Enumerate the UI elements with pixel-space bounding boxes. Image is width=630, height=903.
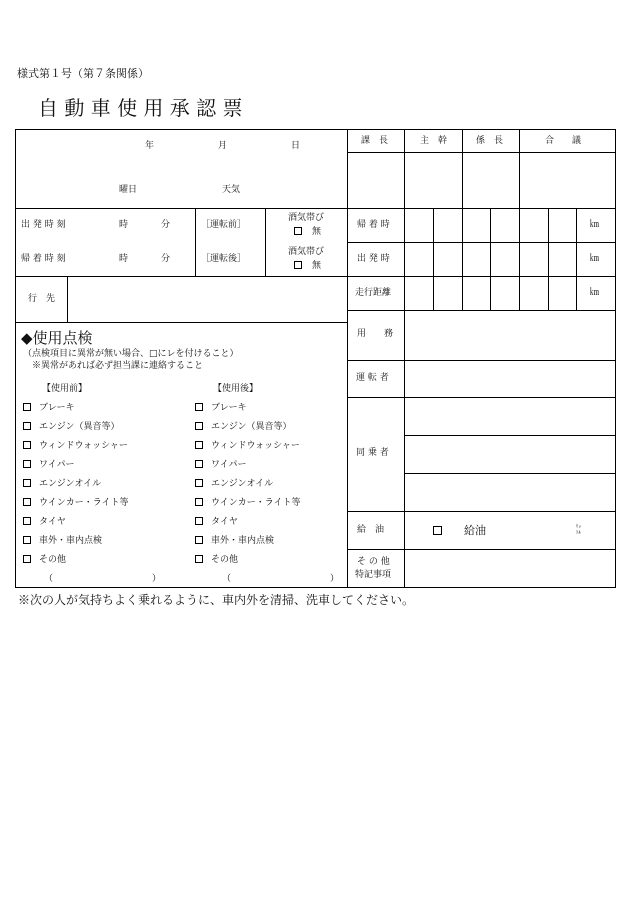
after-use-header: 【使用後】 (213, 384, 259, 394)
checklist-checkbox-before[interactable] (23, 441, 31, 449)
checklist-item-label: ブレーキ (39, 403, 75, 413)
checklist-checkbox-before[interactable] (23, 422, 31, 430)
return-time-label: 帰 着 時 刻 (21, 254, 66, 264)
checklist-checkbox-after[interactable] (195, 498, 203, 506)
checklist-item-label: ウインカー・ライト等 (39, 498, 129, 508)
fuel-label: 給 油 (357, 525, 385, 535)
month-label: 月 (218, 141, 228, 151)
km-unit-return: ㎞ (590, 220, 600, 230)
checklist-item-label: エンジン（異音等） (39, 422, 120, 432)
alcohol-check-label: 酒気帯び (288, 213, 325, 223)
checklist-item-after (195, 517, 238, 527)
notes-label-line1: そ の 他 (357, 557, 390, 567)
checklist-checkbox-before[interactable] (23, 555, 31, 563)
checklist-checkbox-before[interactable] (23, 498, 31, 506)
checklist-item-after (195, 536, 274, 546)
other-paren-close: ） (152, 574, 162, 584)
approval-kacho: 課 長 (361, 136, 389, 146)
checklist-item-label: 車外・車内点検 (211, 536, 275, 546)
checklist-checkbox-after[interactable] (195, 422, 203, 430)
checklist-item-label: エンジンオイル (211, 479, 274, 489)
checklist-checkbox-after[interactable] (195, 441, 203, 449)
return-hour-label: 時 (119, 254, 129, 264)
liter-unit-bottom: ﾄﾙ (576, 530, 582, 536)
km-unit-distance: ㎞ (590, 288, 600, 298)
checklist-checkbox-after[interactable] (195, 479, 203, 487)
return-minute-label: 分 (161, 254, 171, 264)
departure-minute-label: 分 (161, 220, 171, 230)
page-title: 自 動 車 使 用 承 認 票 (38, 96, 243, 120)
checklist-item-after (195, 555, 238, 565)
checklist-item-before (23, 422, 120, 432)
checklist-item-label: ワイパー (211, 460, 247, 470)
checklist-item-before (23, 517, 66, 527)
approval-kakaricho: 係 長 (476, 136, 504, 146)
km-unit-depart: ㎞ (590, 254, 600, 264)
alcohol-none-label: 無 (312, 227, 322, 237)
approval-shukan: 主 幹 (420, 136, 448, 146)
checklist-item-label: ウインカー・ライト等 (211, 498, 301, 508)
departure-hour-label: 時 (119, 220, 129, 230)
checklist-item-before (23, 555, 66, 565)
fuel-checkbox-label: 給油 (464, 524, 486, 537)
checklist-item-before (23, 403, 75, 413)
alcohol-after-checkbox[interactable] (294, 261, 302, 269)
approval-gougi: 合 議 (545, 136, 582, 146)
checklist-item-after (195, 479, 273, 489)
checklist-checkbox-after[interactable] (195, 555, 203, 563)
purpose-label: 用 務 (357, 329, 394, 339)
checklist-checkbox-before[interactable] (23, 479, 31, 487)
odometer-depart-label: 出 発 時 (357, 254, 390, 264)
checklist-item-before (23, 536, 102, 546)
checklist-checkbox-after[interactable] (195, 536, 203, 544)
other-paren-close: ） (330, 574, 340, 584)
inspection-note-2: ※異常があれば必ず担当課に連絡すること (32, 361, 204, 371)
checklist-item-after (195, 460, 247, 470)
year-label: 年 (145, 141, 155, 151)
other-paren-open: （ (44, 574, 54, 584)
fuel-checkbox[interactable] (433, 526, 442, 535)
distance-label: 走行距離 (355, 288, 392, 298)
weather-label: 天気 (222, 185, 241, 195)
footer-note: ※次の人が気持ちよく乗れるように、車内外を清掃、洗車してください。 (18, 593, 415, 607)
checklist-item-after (195, 498, 300, 508)
departure-time-label: 出 発 時 刻 (21, 220, 66, 230)
checklist-item-label: その他 (211, 555, 239, 565)
checklist-item-label: その他 (39, 555, 67, 565)
odometer-return-label: 帰 着 時 (357, 220, 390, 230)
before-driving-label: ［運転前］ (201, 220, 247, 230)
after-driving-label: ［運転後］ (201, 254, 247, 264)
alcohol-none-label-2: 無 (312, 261, 322, 271)
checklist-item-label: タイヤ (39, 517, 66, 527)
checklist-item-before (23, 460, 75, 470)
checklist-checkbox-before[interactable] (23, 517, 31, 525)
day-label: 日 (291, 141, 301, 151)
alcohol-check-label-2: 酒気帯び (288, 247, 325, 257)
checklist-checkbox-before[interactable] (23, 403, 31, 411)
checklist-item-label: エンジンオイル (39, 479, 102, 489)
checklist-checkbox-after[interactable] (195, 517, 203, 525)
inspection-heading: ◆使用点検 (21, 329, 93, 347)
checklist-item-after (195, 422, 292, 432)
liter-unit-top: ﾘｯ (576, 524, 582, 530)
checklist-item-label: 車外・車内点検 (39, 536, 103, 546)
checklist-checkbox-after[interactable] (195, 460, 203, 468)
driver-label: 運 転 者 (356, 373, 389, 383)
destination-label: 行 先 (28, 294, 56, 304)
checklist-item-label: ウィンドウォッシャー (39, 441, 128, 451)
alcohol-before-checkbox[interactable] (294, 227, 302, 235)
before-use-header: 【使用前】 (42, 384, 88, 394)
weekday-label: 曜日 (119, 185, 138, 195)
checklist-item-after (195, 403, 247, 413)
checklist-item-before (23, 441, 128, 451)
checklist-checkbox-after[interactable] (195, 403, 203, 411)
notes-label-line2: 特記事項 (355, 570, 392, 580)
checklist-item-label: ブレーキ (211, 403, 247, 413)
other-paren-open: （ (222, 574, 232, 584)
checklist-checkbox-before[interactable] (23, 460, 31, 468)
checklist-item-after (195, 441, 300, 451)
inspection-note-1: （点検項目に異常が無い場合、□にレを付けること） (23, 349, 239, 359)
checklist-item-label: ワイパー (39, 460, 75, 470)
form-number: 様式第１号（第７条関係） (17, 67, 149, 80)
checklist-item-label: ウィンドウォッシャー (211, 441, 300, 451)
checklist-item-before (23, 479, 101, 489)
checklist-item-label: エンジン（異音等） (211, 422, 292, 432)
checklist-checkbox-before[interactable] (23, 536, 31, 544)
checklist-item-before (23, 498, 128, 508)
checklist-item-label: タイヤ (211, 517, 238, 527)
passenger-label: 同 乗 者 (356, 448, 389, 458)
